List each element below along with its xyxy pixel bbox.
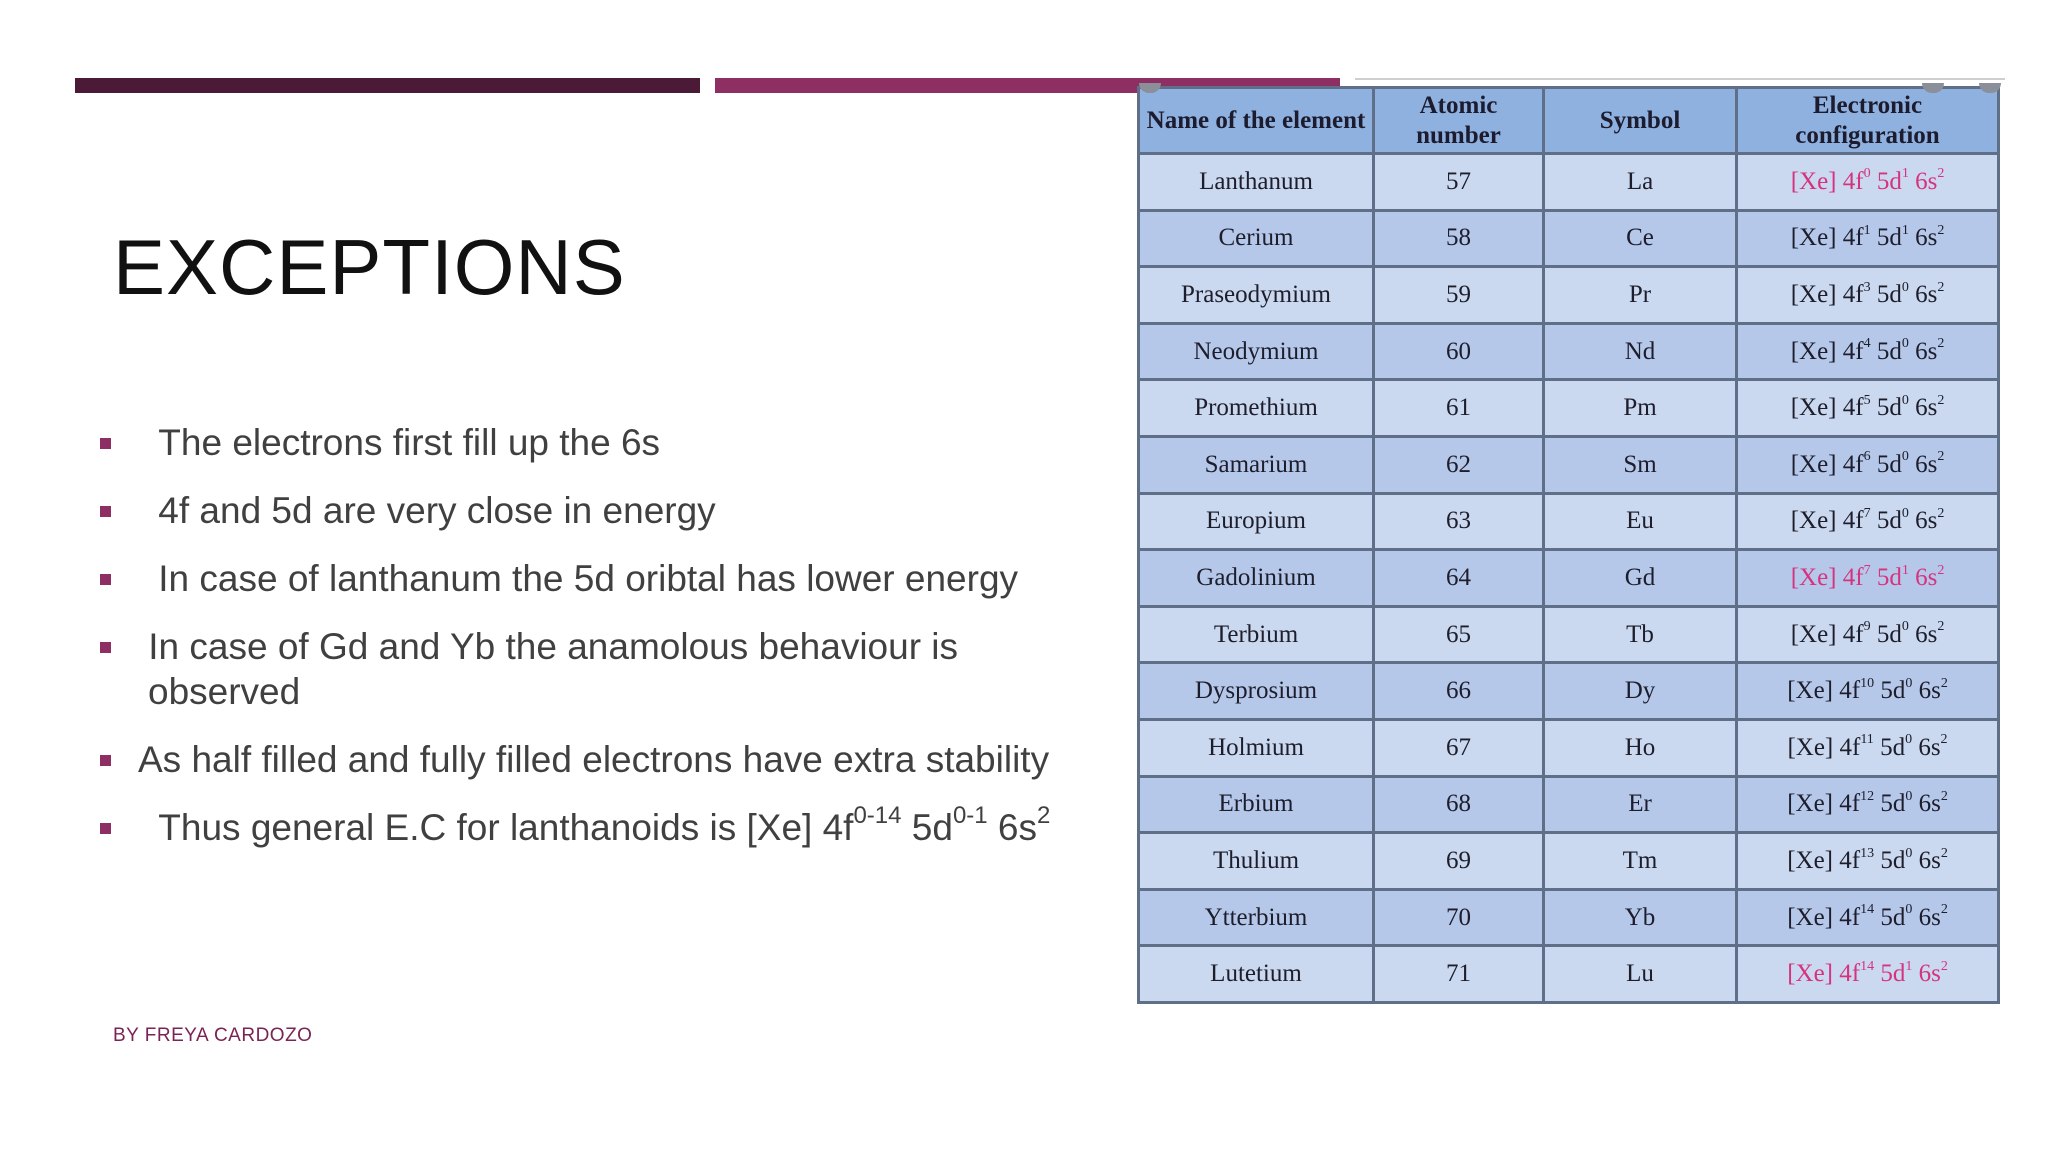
table-body xyxy=(1139,154,1999,1003)
config-superscript: 1 xyxy=(1863,223,1871,239)
config-superscript: 2 xyxy=(1940,958,1948,974)
table-row xyxy=(1139,323,1999,380)
config-superscript: 0 xyxy=(1901,279,1909,295)
cell-atomic-number: 62 xyxy=(1374,436,1544,493)
config-superscript: 1 xyxy=(1901,223,1909,239)
cell-electronic-configuration: [Xe] $4f^7$ $5d^1$ $6s^2$ xyxy=(1737,550,1999,607)
cell-element-name: Promethium xyxy=(1139,380,1374,437)
cell-electronic-configuration: [Xe] $4f^5$ $5d^0$ $6s^2$ xyxy=(1737,380,1999,437)
config-superscript: 2 xyxy=(1937,166,1945,182)
square-bullet-icon xyxy=(100,574,111,585)
table-row xyxy=(1139,550,1999,607)
top-divider-line xyxy=(1355,78,2005,80)
config-superscript: 2 xyxy=(1937,279,1945,295)
cell-atomic-number: 60 xyxy=(1374,323,1544,380)
config-superscript: 10 xyxy=(1860,675,1875,691)
config-superscript: 0 xyxy=(1905,902,1913,918)
square-bullet-icon xyxy=(100,506,111,517)
config-superscript: 5 xyxy=(1863,392,1871,408)
header-atomic-number: Atomic number xyxy=(1374,88,1544,154)
table-row xyxy=(1139,663,1999,720)
table-row xyxy=(1139,267,1999,324)
config-superscript: 2 xyxy=(1937,336,1945,352)
config-superscript: 13 xyxy=(1860,845,1875,861)
formula-superscript: 0-14 xyxy=(853,801,902,829)
cell-electronic-configuration: [Xe] $4f^3$ $5d^0$ $6s^2$ xyxy=(1737,267,1999,324)
table-row xyxy=(1139,719,1999,776)
config-superscript: 14 xyxy=(1860,902,1875,918)
config-superscript: 7 xyxy=(1863,506,1871,522)
cell-symbol: Pr xyxy=(1544,267,1737,324)
cell-atomic-number: 58 xyxy=(1374,210,1544,267)
cell-symbol: Nd xyxy=(1544,323,1737,380)
cell-element-name: Cerium xyxy=(1139,210,1374,267)
config-superscript: 14 xyxy=(1860,958,1875,974)
header-element-name: Name of the element xyxy=(1139,88,1374,154)
bullet-item xyxy=(98,624,1118,714)
bullet-list xyxy=(98,420,1118,873)
cell-element-name: Gadolinium xyxy=(1139,550,1374,607)
cell-element-name: Lutetium xyxy=(1139,946,1374,1003)
cell-electronic-configuration: [Xe] $4f^6$ $5d^0$ $6s^2$ xyxy=(1737,436,1999,493)
config-superscript: 2 xyxy=(1937,392,1945,408)
square-bullet-icon xyxy=(100,823,111,834)
slide-title: EXCEPTIONS xyxy=(113,223,626,311)
table-row xyxy=(1139,776,1999,833)
cell-electronic-configuration: [Xe] $4f^{12}$ $5d^0$ $6s^2$ xyxy=(1737,776,1999,833)
cell-element-name: Dysprosium xyxy=(1139,663,1374,720)
cell-atomic-number: 61 xyxy=(1374,380,1544,437)
cell-electronic-configuration: [Xe] $4f^9$ $5d^0$ $6s^2$ xyxy=(1737,606,1999,663)
table-row xyxy=(1139,606,1999,663)
cell-electronic-configuration: [Xe] $4f^{14}$ $5d^0$ $6s^2$ xyxy=(1737,889,1999,946)
cell-electronic-configuration: [Xe] $4f^{10}$ $5d^0$ $6s^2$ xyxy=(1737,663,1999,720)
cell-electronic-configuration: [Xe] $4f^1$ $5d^1$ $6s^2$ xyxy=(1737,210,1999,267)
cell-symbol: Er xyxy=(1544,776,1737,833)
config-superscript: 0 xyxy=(1901,449,1909,465)
config-superscript: 6 xyxy=(1863,449,1871,465)
square-bullet-icon xyxy=(100,642,111,653)
top-accent-bar-dark xyxy=(75,78,700,93)
config-superscript: 2 xyxy=(1940,675,1948,691)
bullet-item xyxy=(98,420,1118,465)
cell-atomic-number: 59 xyxy=(1374,267,1544,324)
bullet-text: As half filled and fully filled electrons have extra stability xyxy=(138,739,1050,780)
bullet-text xyxy=(148,801,1051,848)
config-superscript: 0 xyxy=(1901,506,1909,522)
cell-electronic-configuration: [Xe] $4f^{14}$ $5d^1$ $6s^2$ xyxy=(1737,946,1999,1003)
cell-element-name: Holmium xyxy=(1139,719,1374,776)
cell-element-name: Ytterbium xyxy=(1139,889,1374,946)
table-header-row xyxy=(1139,88,1999,154)
config-superscript: 2 xyxy=(1940,789,1948,804)
config-superscript: 0 xyxy=(1905,789,1913,804)
config-superscript: 9 xyxy=(1863,619,1871,635)
bullet-item xyxy=(98,801,1118,850)
cell-atomic-number: 63 xyxy=(1374,493,1544,550)
header-symbol: Symbol xyxy=(1544,88,1737,154)
cell-electronic-configuration: [Xe] $4f^{13}$ $5d^0$ $6s^2$ xyxy=(1737,833,1999,890)
config-superscript: 0 xyxy=(1905,845,1913,861)
cell-atomic-number: 57 xyxy=(1374,154,1544,211)
bullet-text: In case of Gd and Yb the anamolous behaviour is observed xyxy=(148,626,959,712)
config-superscript: 12 xyxy=(1860,789,1875,804)
formula-text: 6s xyxy=(987,807,1037,848)
cell-symbol: Lu xyxy=(1544,946,1737,1003)
cell-electronic-configuration: [Xe] $4f^{11}$ $5d^0$ $6s^2$ xyxy=(1737,719,1999,776)
cell-atomic-number: 71 xyxy=(1374,946,1544,1003)
config-superscript: 7 xyxy=(1863,562,1871,578)
header-electronic-configuration: Electronic configuration xyxy=(1737,88,1999,154)
config-superscript: 4 xyxy=(1863,336,1871,352)
cell-symbol: La xyxy=(1544,154,1737,211)
config-superscript: 0 xyxy=(1901,336,1909,352)
cell-element-name: Neodymium xyxy=(1139,323,1374,380)
bullet-item xyxy=(98,737,1118,782)
bullet-item xyxy=(98,556,1118,601)
cell-symbol: Yb xyxy=(1544,889,1737,946)
cell-element-name: Terbium xyxy=(1139,606,1374,663)
table-row xyxy=(1139,380,1999,437)
electronic-configuration-table xyxy=(1137,86,2000,1004)
cell-atomic-number: 67 xyxy=(1374,719,1544,776)
config-superscript: 2 xyxy=(1937,449,1945,465)
config-superscript: 2 xyxy=(1937,506,1945,522)
table-row xyxy=(1139,436,1999,493)
bullet-text: The electrons first fill up the 6s xyxy=(148,422,661,463)
cell-element-name: Thulium xyxy=(1139,833,1374,890)
cell-atomic-number: 64 xyxy=(1374,550,1544,607)
cell-atomic-number: 68 xyxy=(1374,776,1544,833)
cell-atomic-number: 66 xyxy=(1374,663,1544,720)
cell-symbol: Ho xyxy=(1544,719,1737,776)
table-row xyxy=(1139,154,1999,211)
formula-text: 5d xyxy=(901,807,953,848)
table-row xyxy=(1139,889,1999,946)
config-superscript: 2 xyxy=(1940,902,1948,918)
cell-atomic-number: 69 xyxy=(1374,833,1544,890)
lanthanoid-table-image xyxy=(1137,86,2000,1004)
config-superscript: 2 xyxy=(1937,562,1945,578)
config-superscript: 2 xyxy=(1940,845,1948,861)
table-row xyxy=(1139,946,1999,1003)
cell-element-name: Europium xyxy=(1139,493,1374,550)
table-row xyxy=(1139,493,1999,550)
config-superscript: 0 xyxy=(1901,619,1909,635)
config-superscript: 0 xyxy=(1863,166,1871,182)
cell-symbol: Dy xyxy=(1544,663,1737,720)
formula-superscript: 0-1 xyxy=(952,801,988,829)
formula-text: Thus general E.C for lanthanoids is [Xe] 4f xyxy=(148,807,854,848)
cell-electronic-configuration: [Xe] $4f^7$ $5d^0$ $6s^2$ xyxy=(1737,493,1999,550)
cell-symbol: Sm xyxy=(1544,436,1737,493)
cell-element-name: Lanthanum xyxy=(1139,154,1374,211)
formula-superscript: 2 xyxy=(1036,801,1051,829)
table-row xyxy=(1139,833,1999,890)
config-superscript: 0 xyxy=(1905,675,1913,691)
config-superscript: 2 xyxy=(1937,619,1945,635)
cell-atomic-number: 65 xyxy=(1374,606,1544,663)
config-superscript: 0 xyxy=(1901,392,1909,408)
config-superscript: 2 xyxy=(1940,732,1948,748)
cell-electronic-configuration: [Xe] $4f^4$ $5d^0$ $6s^2$ xyxy=(1737,323,1999,380)
cell-symbol: Pm xyxy=(1544,380,1737,437)
cell-atomic-number: 70 xyxy=(1374,889,1544,946)
cell-symbol: Ce xyxy=(1544,210,1737,267)
config-superscript: 3 xyxy=(1863,279,1871,295)
square-bullet-icon xyxy=(100,755,111,766)
config-superscript: 0 xyxy=(1905,732,1913,748)
cell-symbol: Tm xyxy=(1544,833,1737,890)
config-superscript: 2 xyxy=(1937,223,1945,239)
cell-electronic-configuration: [Xe] $4f^0$ $5d^1$ $6s^2$ xyxy=(1737,154,1999,211)
cell-symbol: Tb xyxy=(1544,606,1737,663)
config-superscript: 1 xyxy=(1901,562,1909,578)
bullet-text: 4f and 5d are very close in energy xyxy=(148,490,716,531)
bullet-text: In case of lanthanum the 5d oribtal has lower energy xyxy=(148,558,1019,599)
cell-element-name: Samarium xyxy=(1139,436,1374,493)
square-bullet-icon xyxy=(100,438,111,449)
config-superscript: 11 xyxy=(1860,732,1874,748)
cell-element-name: Erbium xyxy=(1139,776,1374,833)
slide-footer: BY FREYA CARDOZO xyxy=(113,1025,313,1046)
table-row xyxy=(1139,210,1999,267)
config-superscript: 1 xyxy=(1901,166,1909,182)
cell-symbol: Eu xyxy=(1544,493,1737,550)
config-superscript: 1 xyxy=(1905,958,1913,974)
cell-symbol: Gd xyxy=(1544,550,1737,607)
bullet-item xyxy=(98,488,1118,533)
cell-element-name: Praseodymium xyxy=(1139,267,1374,324)
